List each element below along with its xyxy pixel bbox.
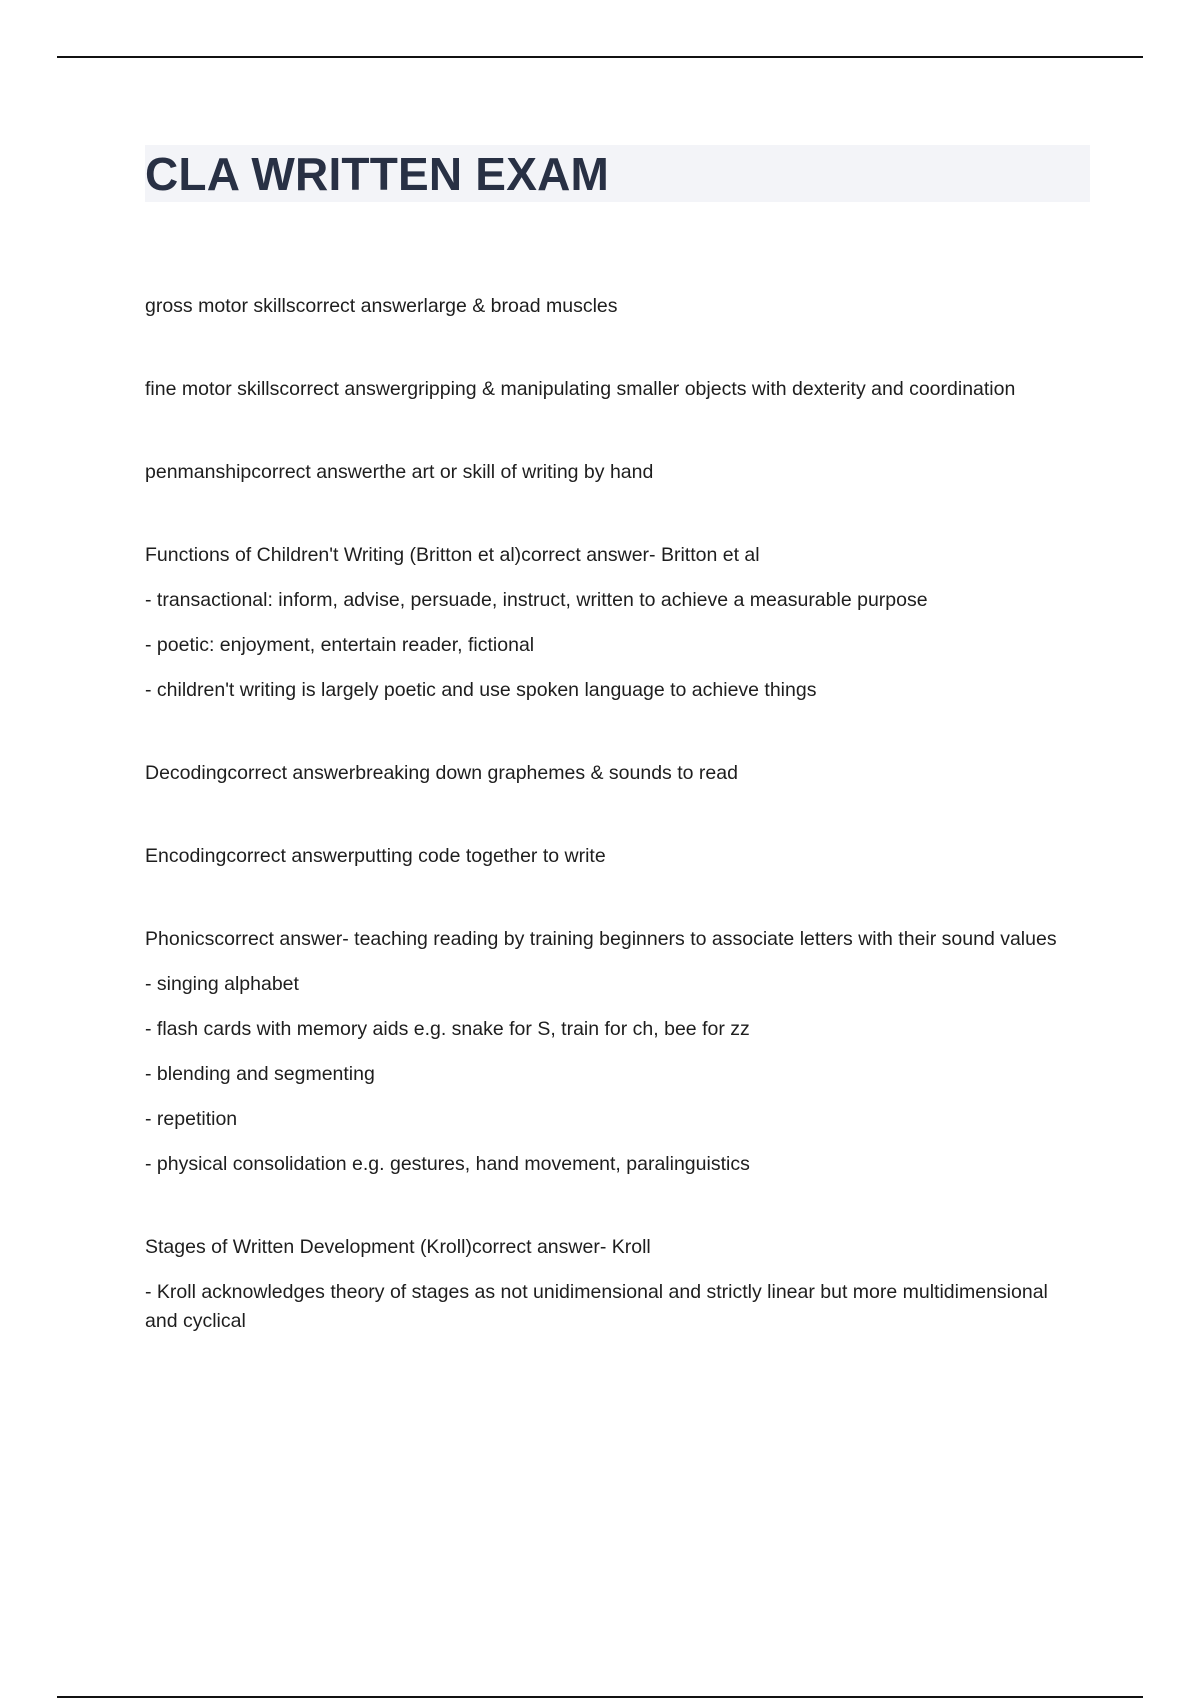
entry-line: Encodingcorrect answerputting code together to write	[145, 845, 606, 867]
header-rule	[57, 56, 1143, 58]
entry-phonics	[145, 925, 1085, 1179]
footer-rule	[57, 1696, 1143, 1698]
entry-line: penmanshipcorrect answerthe art or skill of writing by hand	[145, 461, 654, 483]
entry-line: fine motor skillscorrect answergripping & manipulating smaller objects with dexterity and coordination	[145, 378, 1016, 400]
entry-line: gross motor skillscorrect answerlarge & broad muscles	[145, 295, 618, 317]
entry-decoding	[145, 759, 1085, 788]
entry-line: Decodingcorrect answerbreaking down graphemes & sounds to read	[145, 762, 738, 784]
entry-line: - poetic: enjoyment, entertain reader, fictional	[145, 634, 535, 656]
entry-line: - blending and segmenting	[145, 1063, 375, 1085]
entry-functions-of-writing	[145, 541, 1085, 705]
entry-penmanship	[145, 458, 1085, 487]
entry-line: Stages of Written Development (Kroll)correct answer- Kroll	[145, 1236, 651, 1258]
entry-line: - Kroll acknowledges theory of stages as not unidimensional and strictly linear but more multidimensional and cyclical	[145, 1281, 1048, 1332]
document-body	[145, 292, 1085, 1390]
entry-line: Phonicscorrect answer- teaching reading by training beginners to associate letters with their sound values	[145, 928, 1057, 950]
entry-line: - flash cards with memory aids e.g. snake for S, train for ch, bee for zz	[145, 1018, 750, 1040]
document-title: CLA WRITTEN EXAM	[145, 148, 610, 200]
entry-gross-motor	[145, 292, 1085, 321]
entry-line: - physical consolidation e.g. gestures, hand movement, paralinguistics	[145, 1153, 750, 1175]
entry-line: - repetition	[145, 1108, 238, 1130]
entry-line: Functions of Children't Writing (Britton et al)correct answer- Britton et al	[145, 544, 760, 566]
entry-stages-of-written-development	[145, 1233, 1085, 1336]
entry-line: - transactional: inform, advise, persuade, instruct, written to achieve a measurable purpose	[145, 589, 928, 611]
entry-line: - singing alphabet	[145, 973, 299, 995]
entry-encoding	[145, 842, 1085, 871]
entry-fine-motor	[145, 375, 1085, 404]
entry-line: - children't writing is largely poetic and use spoken language to achieve things	[145, 679, 817, 701]
